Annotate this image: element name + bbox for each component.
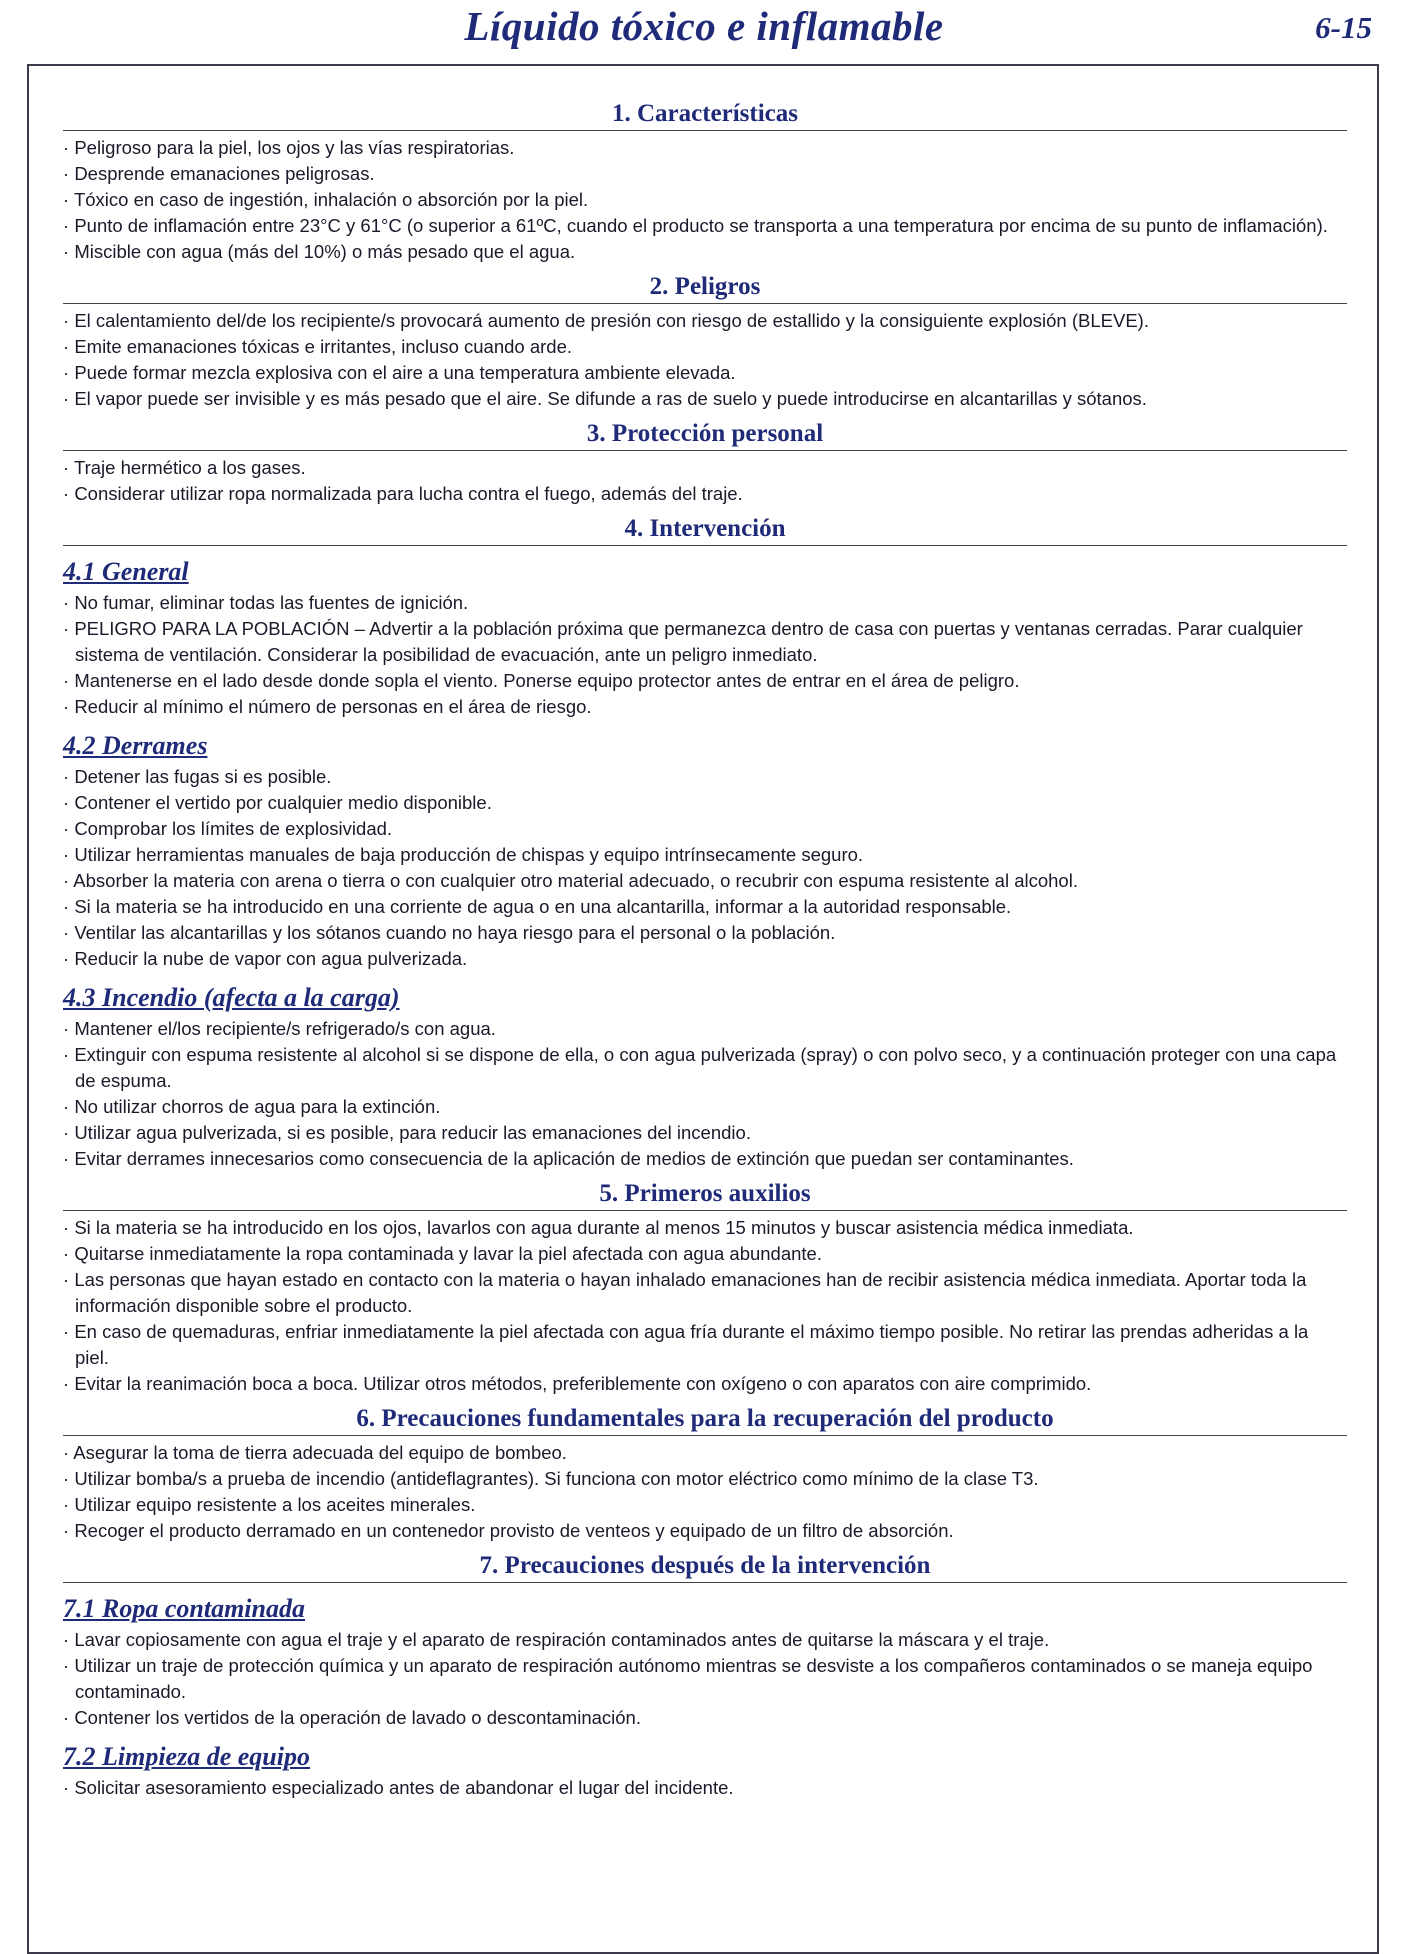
- subsection-4-2: [63, 730, 1347, 972]
- page-number: 6-15: [1315, 10, 1372, 45]
- list-item: · Absorber la materia con arena o tierra o con cualquier otro material adecuado, o recubrir con espuma resistente al alcohol.: [63, 868, 1347, 894]
- list-item: · Utilizar equipo resistente a los aceites minerales.: [63, 1492, 1347, 1518]
- list-item: · Mantener el/los recipiente/s refrigerado/s con agua.: [63, 1016, 1347, 1042]
- list-item: · Comprobar los límites de explosividad.: [63, 816, 1347, 842]
- bullet-list: [63, 1215, 1347, 1397]
- list-item: · Quitarse inmediatamente la ropa contaminada y lavar la piel afectada con agua abundante.: [63, 1241, 1347, 1267]
- list-item: · Contener el vertido por cualquier medio disponible.: [63, 790, 1347, 816]
- list-item: · El calentamiento del/de los recipiente/s provocará aumento de presión con riesgo de estallido y la consiguiente explosión (BLEVE).: [63, 308, 1347, 334]
- bullet-list: [63, 135, 1347, 265]
- list-item: · Considerar utilizar ropa normalizada para lucha contra el fuego, además del traje.: [63, 481, 1347, 507]
- list-item: · Mantenerse en el lado desde donde sopla el viento. Ponerse equipo protector antes de entrar en el área de peligro.: [63, 668, 1347, 694]
- list-item: · No fumar, eliminar todas las fuentes de ignición.: [63, 590, 1347, 616]
- bullet-list: [63, 590, 1347, 720]
- section-7: [63, 1550, 1347, 1801]
- bullet-list: [63, 1440, 1347, 1544]
- section-5: [63, 1178, 1347, 1397]
- content-frame: [27, 64, 1379, 1954]
- list-item: · Tóxico en caso de ingestión, inhalación o absorción por la piel.: [63, 187, 1347, 213]
- list-item: · Solicitar asesoramiento especializado antes de abandonar el lugar del incidente.: [63, 1775, 1347, 1801]
- section-title: 4. Intervención: [63, 513, 1347, 546]
- list-item: · Evitar la reanimación boca a boca. Utilizar otros métodos, preferiblemente con oxígeno o con aparatos con aire comprimido.: [63, 1371, 1347, 1397]
- list-item: · No utilizar chorros de agua para la extinción.: [63, 1094, 1347, 1120]
- list-item: · Asegurar la toma de tierra adecuada del equipo de bombeo.: [63, 1440, 1347, 1466]
- section-title: 3. Protección personal: [63, 418, 1347, 451]
- list-item: · Traje hermético a los gases.: [63, 455, 1347, 481]
- list-item: · Peligroso para la piel, los ojos y las vías respiratorias.: [63, 135, 1347, 161]
- list-item: · Detener las fugas si es posible.: [63, 764, 1347, 790]
- section-4: [63, 513, 1347, 1172]
- list-item: · PELIGRO PARA LA POBLACIÓN – Advertir a la población próxima que permanezca dentro de casa con puertas y ventanas cerradas. Parar cualquier sistema de ventilación. Considerar la posibilidad de evacuación, ante un peligro inmediato.: [63, 616, 1347, 668]
- list-item: · Extinguir con espuma resistente al alcohol si se dispone de ella, o con agua pulverizada (spray) o con polvo seco, y a continuación proteger con una capa de espuma.: [63, 1042, 1347, 1094]
- section-3: [63, 418, 1347, 507]
- subsection-7-2: [63, 1741, 1347, 1801]
- section-title: 5. Primeros auxilios: [63, 1178, 1347, 1211]
- list-item: · Miscible con agua (más del 10%) o más pesado que el agua.: [63, 239, 1347, 265]
- list-item: · Utilizar agua pulverizada, si es posible, para reducir las emanaciones del incendio.: [63, 1120, 1347, 1146]
- list-item: · Puede formar mezcla explosiva con el aire a una temperatura ambiente elevada.: [63, 360, 1347, 386]
- subsection-4-3: [63, 982, 1347, 1172]
- bullet-list: [63, 455, 1347, 507]
- subsection-title: 7.2 Limpieza de equipo: [63, 1742, 310, 1771]
- section-title: 1. Características: [63, 98, 1347, 131]
- bullet-list: [63, 1775, 1347, 1801]
- list-item: · Si la materia se ha introducido en los ojos, lavarlos con agua durante al menos 15 minutos y buscar asistencia médica inmediata.: [63, 1215, 1347, 1241]
- list-item: · Utilizar bomba/s a prueba de incendio (antideflagrantes). Si funciona con motor eléctrico como mínimo de la clase T3.: [63, 1466, 1347, 1492]
- section-1: [63, 98, 1347, 265]
- list-item: · En caso de quemaduras, enfriar inmediatamente la piel afectada con agua fría durante el máximo tiempo posible. No retirar las prendas adheridas a la piel.: [63, 1319, 1347, 1371]
- section-2: [63, 271, 1347, 412]
- subsection-4-1: [63, 556, 1347, 720]
- list-item: · El vapor puede ser invisible y es más pesado que el aire. Se difunde a ras de suelo y puede introducirse en alcantarillas y sótanos.: [63, 386, 1347, 412]
- list-item: · Evitar derrames innecesarios como consecuencia de la aplicación de medios de extinción que puedan ser contaminantes.: [63, 1146, 1347, 1172]
- list-item: · Las personas que hayan estado en contacto con la materia o hayan inhalado emanaciones han de recibir asistencia médica inmediata. Aportar toda la información disponible sobre el producto.: [63, 1267, 1347, 1319]
- bullet-list: [63, 764, 1347, 972]
- list-item: · Lavar copiosamente con agua el traje y el aparato de respiración contaminados antes de quitarse la máscara y el traje.: [63, 1627, 1347, 1653]
- section-title: 2. Peligros: [63, 271, 1347, 304]
- bullet-list: [63, 1016, 1347, 1172]
- subsection-title: 4.3 Incendio (afecta a la carga): [63, 983, 400, 1012]
- subsection-title: 4.2 Derrames: [63, 731, 208, 760]
- list-item: · Contener los vertidos de la operación de lavado o descontaminación.: [63, 1705, 1347, 1731]
- bullet-list: [63, 1627, 1347, 1731]
- list-item: · Reducir la nube de vapor con agua pulverizada.: [63, 946, 1347, 972]
- subsection-title: 7.1 Ropa contaminada: [63, 1594, 305, 1623]
- list-item: · Si la materia se ha introducido en una corriente de agua o en una alcantarilla, informar a la autoridad responsable.: [63, 894, 1347, 920]
- list-item: · Desprende emanaciones peligrosas.: [63, 161, 1347, 187]
- page-header: [0, 0, 1408, 62]
- subsection-7-1: [63, 1593, 1347, 1731]
- list-item: · Ventilar las alcantarillas y los sótanos cuando no haya riesgo para el personal o la población.: [63, 920, 1347, 946]
- list-item: · Reducir al mínimo el número de personas en el área de riesgo.: [63, 694, 1347, 720]
- bullet-list: [63, 308, 1347, 412]
- section-title: 6. Precauciones fundamentales para la recuperación del producto: [63, 1403, 1347, 1436]
- list-item: · Utilizar herramientas manuales de baja producción de chispas y equipo intrínsecamente seguro.: [63, 842, 1347, 868]
- document-title: Líquido tóxico e inflamable: [464, 3, 944, 49]
- section-title: 7. Precauciones después de la intervención: [63, 1550, 1347, 1583]
- list-item: · Recoger el producto derramado en un contenedor provisto de venteos y equipado de un filtro de absorción.: [63, 1518, 1347, 1544]
- subsection-title: 4.1 General: [63, 557, 189, 586]
- list-item: · Utilizar un traje de protección química y un aparato de respiración autónomo mientras se desviste a los compañeros contaminados o se maneja equipo contaminado.: [63, 1653, 1347, 1705]
- list-item: · Punto de inflamación entre 23°C y 61°C (o superior a 61ºC, cuando el producto se transporta a una temperatura por encima de su punto de inflamación).: [63, 213, 1347, 239]
- list-item: · Emite emanaciones tóxicas e irritantes, incluso cuando arde.: [63, 334, 1347, 360]
- section-6: [63, 1403, 1347, 1544]
